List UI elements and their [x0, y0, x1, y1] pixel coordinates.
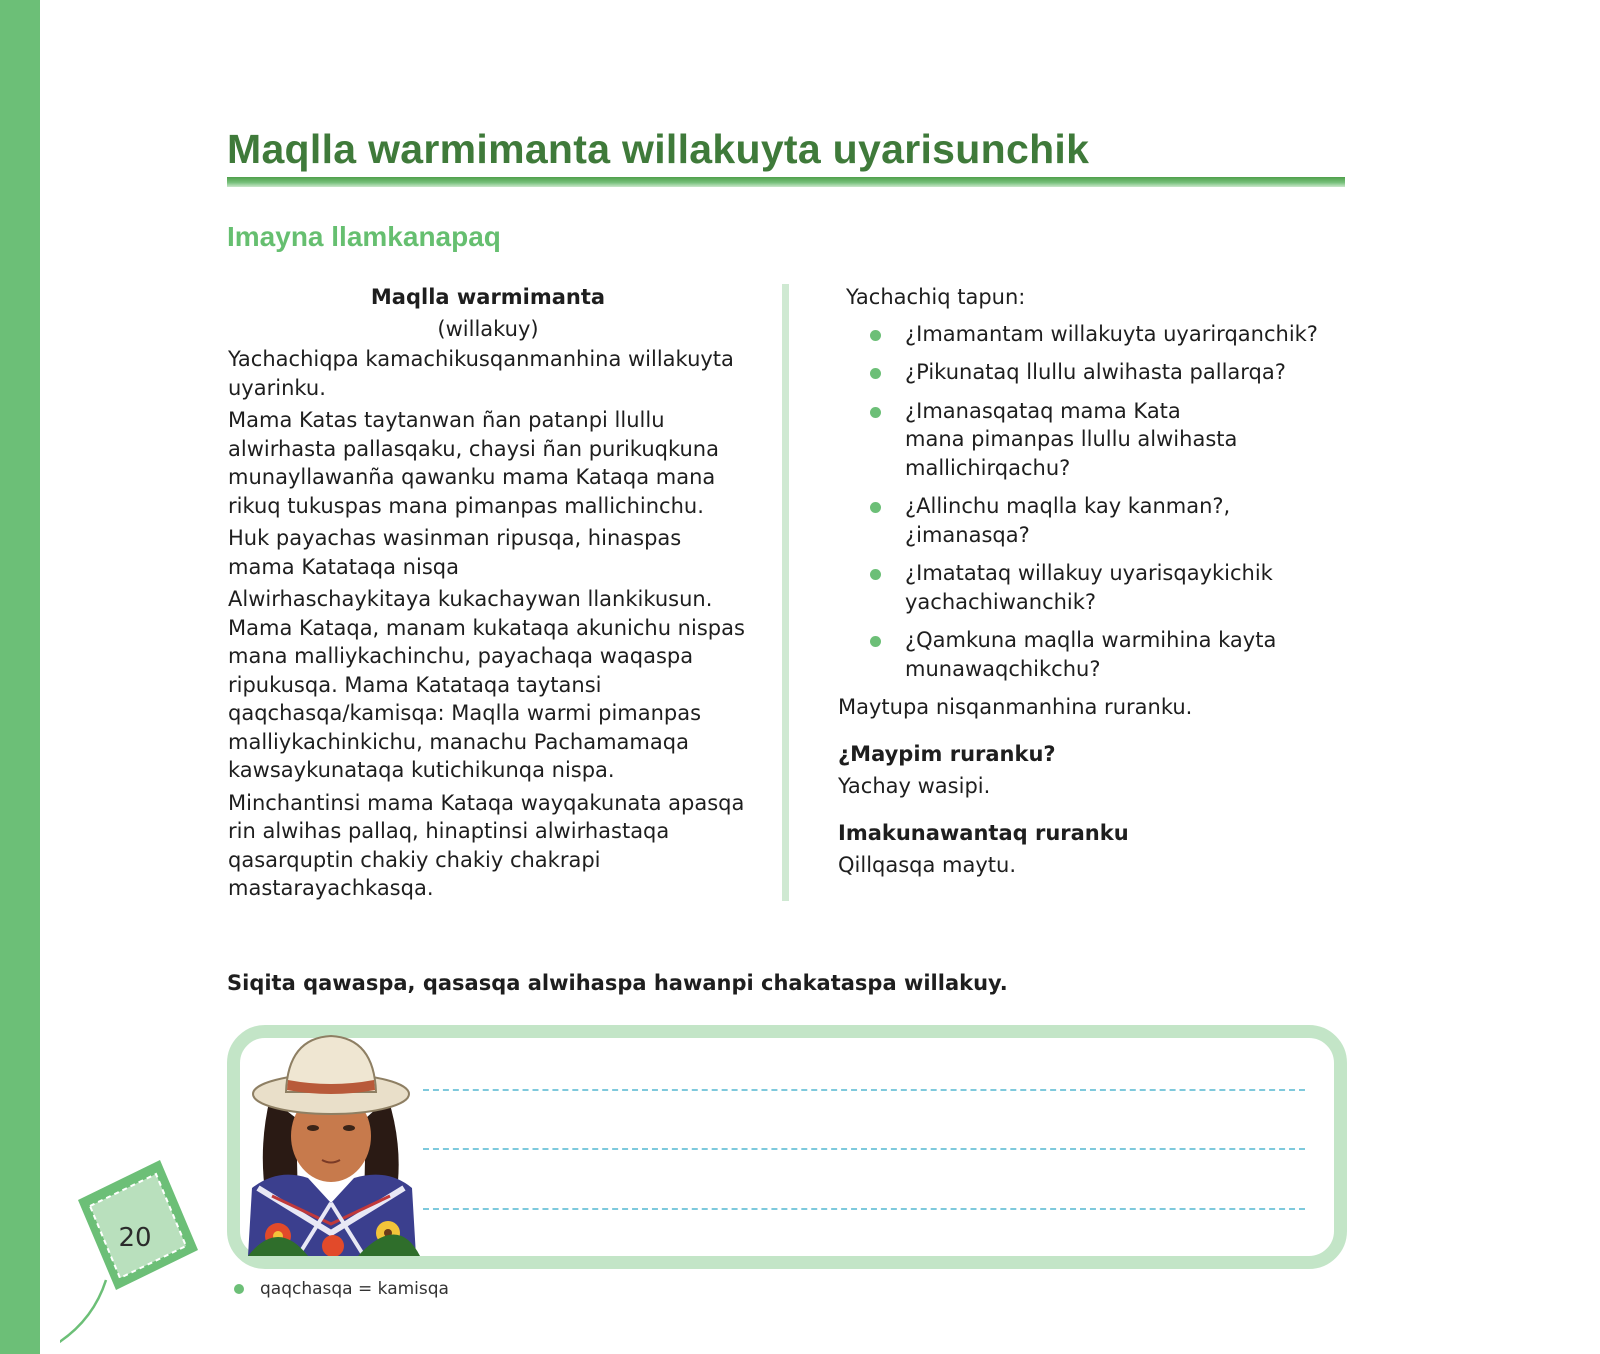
where-text: Yachay wasipi. [838, 774, 991, 798]
question-text: ¿Imatataq willakuy uyarisqaykichik yachachiwanchik? [905, 561, 1273, 614]
story-paragraph: Mama Katas taytanwan ñan patanpi llullu alwirhasta pallasqaku, chaysi ñan purikuqkuna munayllawanña qawanku mama Kataqa mana rikuq tukuspas mana pimanpas mallichinchu. [228, 408, 719, 518]
story-paragraph: Minchantinsi mama Kataqa wayqakunata apasqa rin alwihas pallaq, hinaptinsi alwirhastaqa qasarquptin chakiy chakiy chakrapi mastarayachkasqa. [228, 790, 745, 900]
question-text: ¿Pikunataq llullu alwihasta pallarqa? [905, 360, 1286, 384]
story-column [228, 283, 748, 907]
bullet-icon [870, 636, 881, 647]
bullet-icon [870, 502, 881, 513]
story-paragraph: Huk payachas wasinman ripusqa, hinaspas mama Katataqa nisqa [228, 526, 682, 579]
bullet-icon [870, 368, 881, 379]
page-badge-kite-icon [60, 1160, 230, 1354]
question-text: ¿Qamkuna maqlla warmihina kayta munawaqchikchu? [905, 628, 1277, 681]
writing-line[interactable] [423, 1208, 1305, 1210]
question-item [838, 320, 1358, 349]
materials-text: Qillqasqa maytu. [838, 853, 1017, 877]
story-paragraph: Alwirhaschaykitaya kukachaywan llankikusun. Mama Kataqa, manam kukataqa akunichu nispas mana malliykachinchu, payachaqa waqaspa ripukusqa. Mama Katataqa taytansi qaqchasqa/kamisqa: Maqlla warmi pimanpas malliykachinkichu, manachu Pachamamaqa kawsaykunataqa kutichikunqa nispa. [228, 587, 745, 782]
writing-line[interactable] [423, 1089, 1305, 1091]
question-item [838, 492, 1265, 549]
footnote [234, 1279, 449, 1299]
story-title: Maqlla warmimanta [370, 285, 606, 309]
question-item [838, 559, 1325, 616]
question-item [838, 397, 1245, 483]
column-divider [782, 284, 789, 901]
story-subtitle: (willakuy) [437, 316, 539, 341]
bullet-icon [870, 569, 881, 580]
question-text: ¿Allinchu maqlla kay kanman?, ¿imanasqa? [905, 494, 1231, 547]
where-heading: ¿Maypim ruranku? [838, 741, 1056, 766]
section-subtitle: Imayna llamkanapaq [227, 221, 501, 252]
story-paragraph: Yachachiqpa kamachikusqanmanhina willakuyta uyarinku. [228, 347, 734, 400]
girl-illustration [238, 1028, 428, 1256]
page-title: Maqlla warmimanta willakuyta uyarisunchik [227, 126, 1090, 172]
bullet-icon [870, 330, 881, 341]
activity-instruction: Siqita qawaspa, qasasqa alwihaspa hawanpi chakataspa willakuy. [227, 971, 1008, 995]
question-list [838, 320, 1358, 684]
questions-intro: Yachachiq tapun: [846, 285, 1026, 309]
writing-line[interactable] [423, 1148, 1305, 1150]
question-text: ¿Imamantam willakuyta uyarirqanchik? [905, 321, 1318, 346]
question-item [838, 358, 1358, 387]
title-underline [227, 177, 1345, 187]
bullet-icon [870, 407, 881, 418]
page-number: 20 [118, 1223, 152, 1253]
question-item [838, 626, 1345, 683]
question-text: ¿Imanasqataq mama Kata mana pimanpas llullu alwihasta mallichirqachu? [905, 398, 1238, 480]
questions-followup: Maytupa nisqanmanhina ruranku. [838, 695, 1193, 719]
questions-column [838, 283, 1358, 880]
bullet-icon [234, 1284, 244, 1294]
materials-heading: Imakunawantaq ruranku [838, 820, 1129, 845]
side-bar [0, 0, 40, 1354]
footnote-text: qaqchasqa = kamisqa [260, 1279, 449, 1299]
